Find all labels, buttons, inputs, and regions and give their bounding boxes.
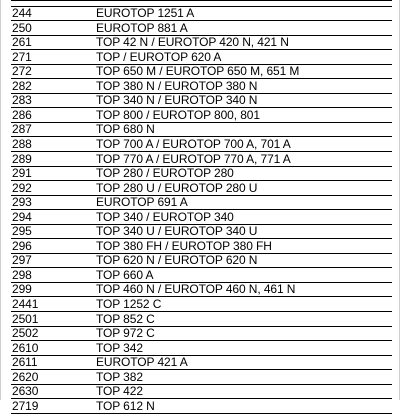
row-code: 283 [12, 93, 32, 108]
row-description: TOP 1252 C [96, 297, 162, 312]
row-code: 299 [12, 282, 32, 297]
table-row [11, 36, 392, 51]
row-code: 296 [12, 238, 32, 253]
table-row [11, 239, 392, 254]
table-row [11, 254, 392, 269]
row-code: 298 [12, 267, 32, 282]
row-description: TOP 382 [96, 369, 143, 384]
row-description: TOP 340 N / EUROTOP 340 N [96, 93, 258, 108]
row-description: TOP 422 [96, 384, 143, 399]
row-code: 287 [12, 122, 32, 137]
table-row [11, 50, 392, 65]
row-description: TOP 460 N / EUROTOP 460 N, 461 N [96, 282, 296, 297]
row-code: 2610 [12, 340, 39, 355]
row-code: 292 [12, 180, 32, 195]
row-description: TOP 280 / EUROTOP 280 [96, 166, 234, 181]
table-row [11, 79, 392, 94]
row-code: 244 [12, 6, 32, 21]
table-row [11, 152, 392, 167]
row-description: TOP 280 U / EUROTOP 280 U [96, 180, 258, 195]
row-code: 294 [12, 209, 32, 224]
row-description: TOP 660 A [96, 267, 154, 282]
table-row [11, 196, 392, 211]
table-row [11, 123, 392, 138]
table-row [11, 341, 392, 356]
row-code: 286 [12, 107, 32, 122]
row-description: TOP 342 [96, 340, 143, 355]
row-code: 282 [12, 78, 32, 93]
row-description: TOP 650 M / EUROTOP 650 M, 651 M [96, 64, 300, 79]
row-code: 288 [12, 137, 32, 152]
table-row [11, 181, 392, 196]
row-code: 291 [12, 166, 32, 181]
table-row [11, 356, 392, 371]
row-description: TOP 380 FH / EUROTOP 380 FH [96, 238, 272, 253]
row-description: TOP 700 A / EUROTOP 700 A, 701 A [96, 137, 291, 152]
row-code: 271 [12, 49, 32, 64]
table-row [11, 137, 392, 152]
row-description: TOP 620 N / EUROTOP 620 N [96, 253, 258, 268]
row-description: TOP 770 A / EUROTOP 770 A, 771 A [96, 151, 291, 166]
table-row [11, 385, 392, 400]
row-description: TOP 612 N [96, 398, 155, 413]
row-code: 250 [12, 20, 32, 35]
row-code: 2630 [12, 384, 39, 399]
table-row [11, 312, 392, 327]
row-description: EUROTOP 881 A [96, 20, 188, 35]
table-row [11, 268, 392, 283]
row-code: 289 [12, 151, 32, 166]
row-description: TOP 852 C [96, 311, 155, 326]
table-row [11, 399, 392, 414]
row-code: 2502 [12, 326, 39, 341]
row-code: 2719 [12, 398, 39, 413]
row-description: TOP / EUROTOP 620 A [96, 49, 222, 64]
row-code: 2620 [12, 369, 39, 384]
row-description: TOP 340 / EUROTOP 340 [96, 209, 234, 224]
row-code: 2501 [12, 311, 39, 326]
table-row [11, 7, 392, 22]
table-row [11, 65, 392, 80]
table-row [11, 94, 392, 109]
model-code-table [11, 0, 392, 414]
row-description: TOP 972 C [96, 326, 155, 341]
row-description: TOP 380 N / EUROTOP 380 N [96, 78, 258, 93]
table-row [11, 225, 392, 240]
table-row [11, 108, 392, 123]
row-code: 272 [12, 64, 32, 79]
row-code: 2611 [12, 355, 38, 370]
table-row [11, 167, 392, 182]
row-description: TOP 800 / EUROTOP 800, 801 [96, 107, 260, 122]
row-description: EUROTOP 1251 A [96, 6, 195, 21]
row-description: TOP 340 U / EUROTOP 340 U [96, 224, 258, 239]
row-description: TOP 42 N / EUROTOP 420 N, 421 N [96, 35, 289, 50]
row-code: 261 [12, 35, 32, 50]
row-code: 297 [12, 253, 32, 268]
table-row [11, 370, 392, 385]
row-code: 295 [12, 224, 32, 239]
table-row [11, 283, 392, 298]
row-code: 293 [12, 195, 32, 210]
table-row [11, 327, 392, 342]
row-code: 2441 [12, 297, 39, 312]
table-row [11, 210, 392, 225]
row-description: EUROTOP 421 A [96, 355, 188, 370]
table-row [11, 21, 392, 36]
row-description: TOP 680 N [96, 122, 155, 137]
table-row [11, 297, 392, 312]
row-description: EUROTOP 691 A [96, 195, 188, 210]
